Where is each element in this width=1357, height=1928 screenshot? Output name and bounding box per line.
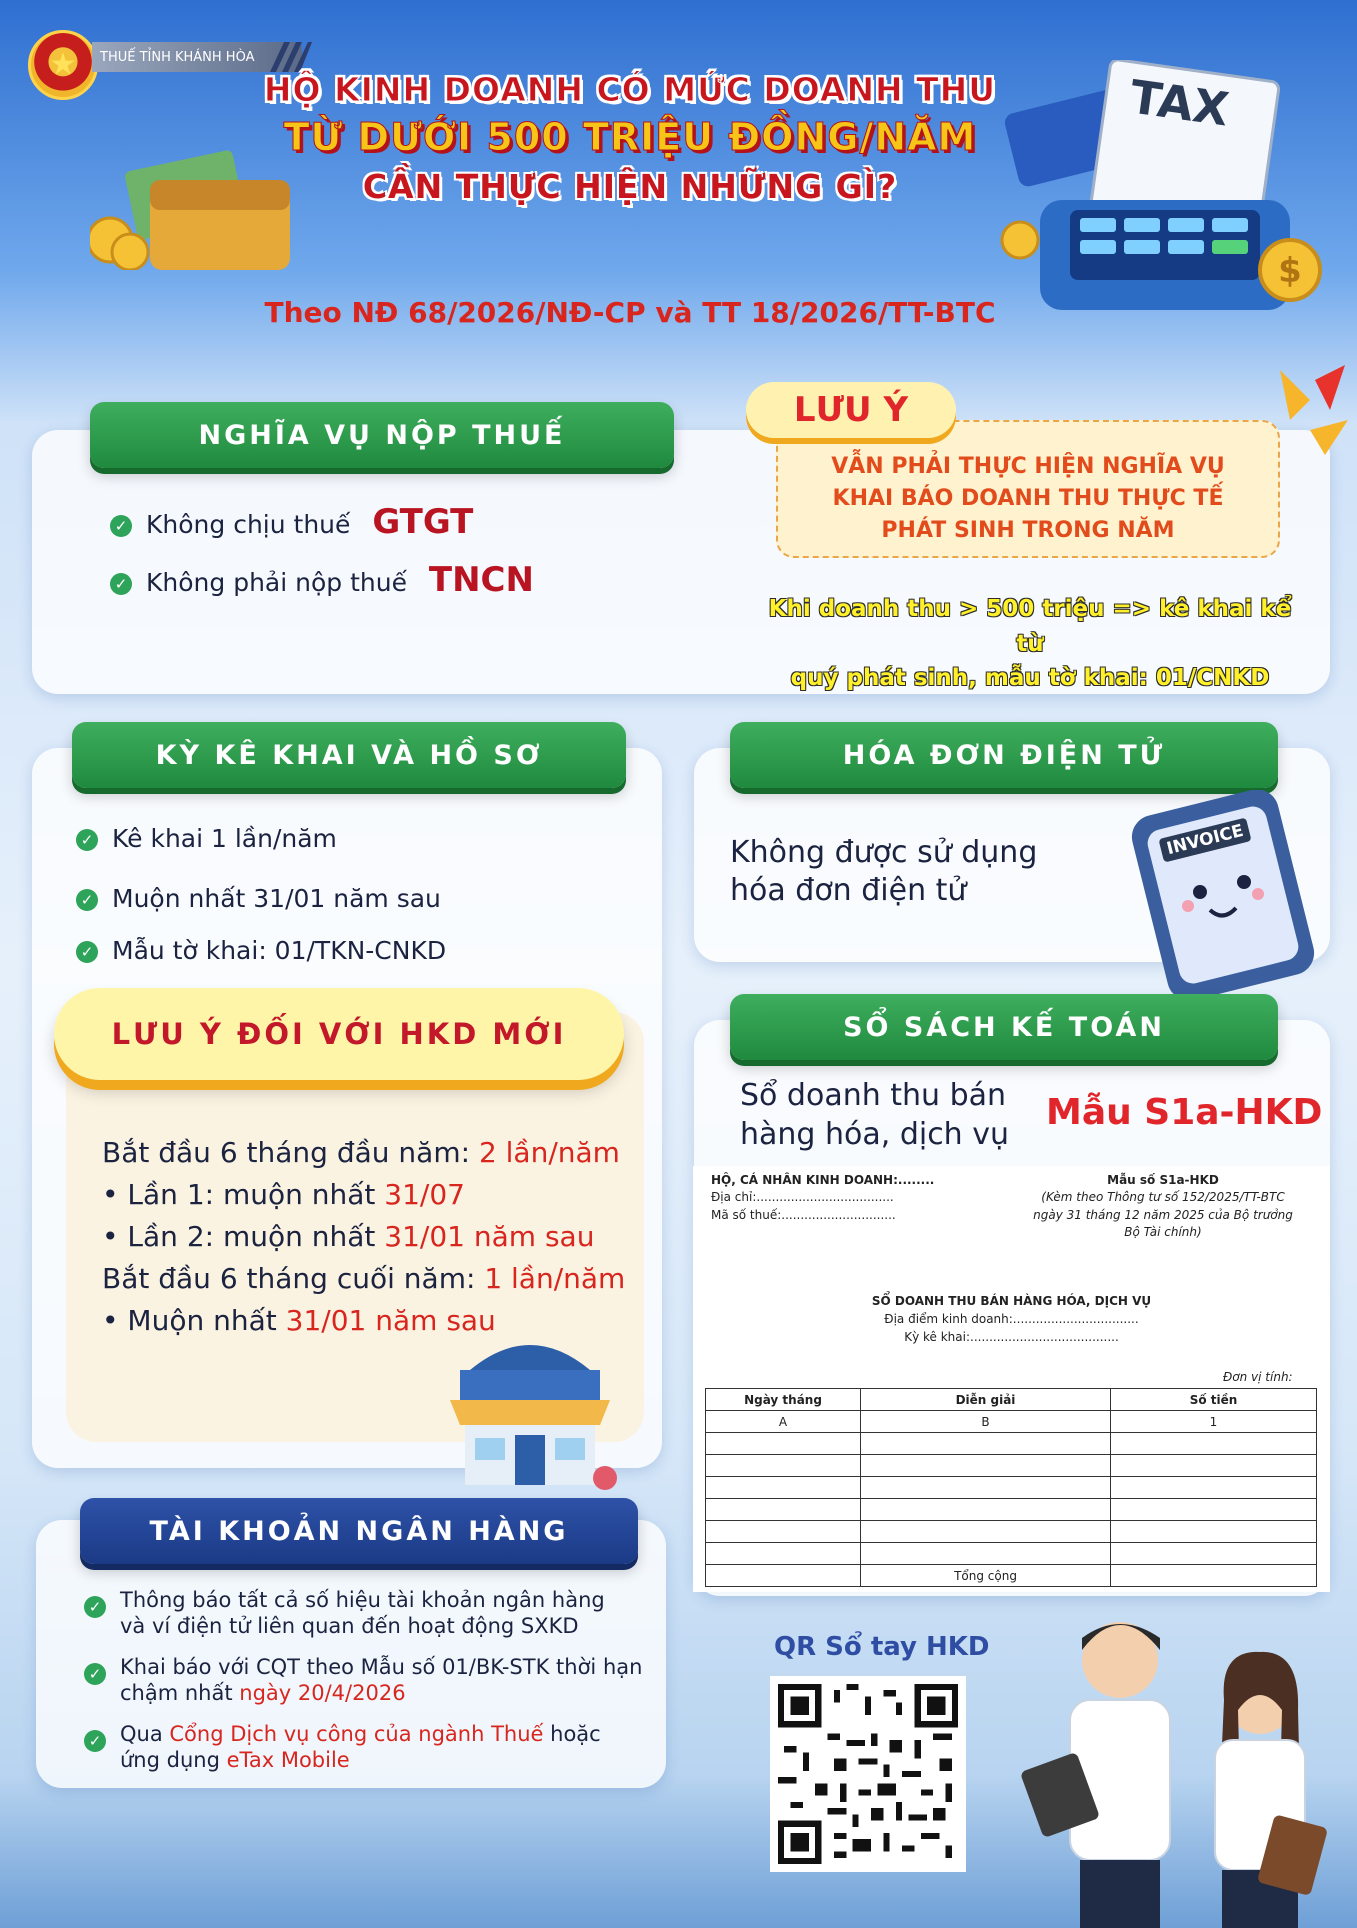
- deadline: ngày 20/4/2026: [239, 1680, 406, 1705]
- public-service-portal-link[interactable]: Cổng Dịch vụ công của ngành Thuế: [169, 1722, 544, 1747]
- form-ministry: Bộ Tài chính): [1124, 1225, 1202, 1240]
- line-text: • Lần 1: muộn nhất: [102, 1178, 385, 1211]
- obligation-text: Không chịu thuế: [146, 510, 351, 539]
- new-hkd-lines: [102, 1132, 642, 1342]
- form-unit: Đơn vị tính:: [1223, 1370, 1293, 1384]
- form-code: Mẫu S1a-HKD: [1046, 1092, 1323, 1133]
- check-icon: ✓: [110, 573, 132, 595]
- form-circular: (Kèm theo Thông tư số 152/2025/TT-BTC: [1041, 1190, 1285, 1205]
- bank-text-line: [120, 1722, 601, 1748]
- stripes-decoration: [262, 42, 312, 72]
- title-line-2: TỪ DƯỚI 500 TRIỆU ĐỒNG/NĂM: [283, 115, 977, 159]
- table-row: [706, 1455, 1317, 1477]
- sub-1: 1: [1111, 1411, 1317, 1433]
- new-hkd-line: [102, 1132, 642, 1174]
- e-invoice-text: [730, 834, 1037, 909]
- title-line-3: CẦN THỰC HIỆN NHỮNG GÌ?: [362, 167, 898, 206]
- e-invoice-heading: HÓA ĐƠN ĐIỆN TỬ: [730, 722, 1278, 788]
- accounting-heading: SỔ SÁCH KẾ TOÁN: [730, 994, 1278, 1060]
- bank-text-line: [120, 1748, 601, 1774]
- qr-label: QR Sổ tay HKD: [774, 1632, 990, 1662]
- bank-item: [84, 1722, 654, 1773]
- line-highlight: 2 lần/năm: [478, 1136, 620, 1169]
- tax-logo: [28, 30, 98, 100]
- form-table: [705, 1388, 1317, 1587]
- qr-code[interactable]: [770, 1676, 966, 1872]
- check-icon: ✓: [76, 889, 98, 911]
- form-right-header: [1011, 1172, 1315, 1242]
- sub-a: A: [706, 1411, 861, 1433]
- table-row: [706, 1433, 1317, 1455]
- check-icon: ✓: [110, 515, 132, 537]
- filing-item: [76, 824, 337, 853]
- obligation-item-pit: [110, 560, 534, 600]
- check-icon: ✓: [76, 941, 98, 963]
- filing-item: [76, 936, 446, 965]
- check-icon: ✓: [84, 1730, 106, 1752]
- form-left-header: [711, 1172, 934, 1224]
- sub-b: B: [861, 1411, 1111, 1433]
- invoice-mascot-illustration: [1118, 790, 1338, 1010]
- line-text: • Muộn nhất: [102, 1304, 286, 1337]
- legal-basis: Theo NĐ 68/2026/NĐ-CP và TT 18/2026/TT-BTC: [264, 296, 996, 329]
- vat-tag: GTGT: [372, 502, 474, 542]
- new-hkd-line: [102, 1216, 642, 1258]
- tax-label: TAX: [1126, 69, 1233, 137]
- form-place: Địa điểm kinh doanh:.................................: [884, 1312, 1139, 1326]
- line-highlight: 31/01 năm sau: [285, 1304, 496, 1337]
- table-row: [706, 1499, 1317, 1521]
- table-row: [706, 1521, 1317, 1543]
- bank-item-text: [120, 1588, 605, 1639]
- invoice-label: INVOICE: [1158, 817, 1251, 862]
- threshold-line-2: quý phát sinh, mẫu tờ khai: 01/CNKD: [790, 665, 1270, 691]
- check-icon: ✓: [76, 829, 98, 851]
- form-period: Kỳ kê khai:.......................................: [904, 1330, 1119, 1344]
- line-highlight: 31/07: [384, 1178, 465, 1211]
- form-title-block: [693, 1292, 1330, 1346]
- form-code-label: Mẫu số S1a-HKD: [1107, 1173, 1219, 1187]
- revenue-book-form: [693, 1166, 1330, 1592]
- tax-officers-illustration: [1010, 1590, 1350, 1928]
- pit-tag: TNCN: [428, 560, 534, 600]
- filing-text: Kê khai 1 lần/năm: [112, 824, 337, 853]
- bank-items: [84, 1588, 654, 1774]
- bank-item-text: [120, 1655, 642, 1706]
- accounting-text: [740, 1076, 1009, 1154]
- note-box: VẪN PHẢI THỰC HIỆN NGHĨA VỤ KHAI BÁO DOANH THU THỰC TẾ PHÁT SINH TRONG NĂM: [776, 420, 1280, 558]
- alert-burst-icon: [1270, 360, 1350, 460]
- check-icon: ✓: [84, 1596, 106, 1618]
- col-amount: Số tiền: [1111, 1389, 1317, 1411]
- threshold-note: [760, 592, 1300, 696]
- form-tax-code: Mã số thuế:..............................: [711, 1207, 896, 1222]
- table-row: [706, 1477, 1317, 1499]
- page-title: [250, 70, 1010, 206]
- col-date: Ngày tháng: [706, 1389, 861, 1411]
- form-circular-date: ngày 31 tháng 12 năm 2025 của Bộ trưởng: [1033, 1207, 1293, 1222]
- star-icon: ★: [49, 47, 77, 82]
- e-invoice-line-2: hóa đơn điện tử: [730, 872, 967, 908]
- note-tab: LƯU Ý: [746, 382, 956, 438]
- bank-heading: TÀI KHOẢN NGÂN HÀNG: [80, 1498, 638, 1564]
- total-label: Tổng cộng: [861, 1565, 1111, 1587]
- accounting-line-2: hàng hóa, dịch vụ: [740, 1117, 1010, 1152]
- bank-text-line: Khai báo với CQT theo Mẫu số 01/BK-STK thời hạn: [120, 1655, 643, 1680]
- filing-heading: KỲ KÊ KHAI VÀ HỒ SƠ: [72, 722, 626, 788]
- org-name: THUẾ TỈNH KHÁNH HÒA: [92, 42, 302, 72]
- filing-text: Muộn nhất 31/01 năm sau: [112, 884, 441, 913]
- bank-item: [84, 1655, 654, 1706]
- form-address: Địa chỉ:....................................: [711, 1190, 894, 1205]
- bank-text-line: Thông báo tất cả số hiệu tài khoản ngân hàng: [120, 1588, 605, 1612]
- bank-text: ứng dụng: [120, 1748, 227, 1773]
- new-hkd-line: [102, 1174, 642, 1216]
- line-highlight: 1 lần/năm: [484, 1262, 626, 1295]
- line-text: Bắt đầu 6 tháng đầu năm:: [102, 1136, 479, 1169]
- bank-text: hoặc: [543, 1722, 601, 1747]
- obligation-item-vat: [110, 502, 473, 542]
- check-icon: ✓: [84, 1663, 106, 1685]
- title-line-1: HỘ KINH DOANH CÓ MỨC DOANH THU: [263, 70, 997, 109]
- form-business-name: HỘ, CÁ NHÂN KINH DOANH:........: [711, 1173, 935, 1187]
- threshold-line-1: Khi doanh thu > 500 triệu => kê khai kể từ: [768, 596, 1292, 657]
- tax-obligation-heading: NGHĨA VỤ NỘP THUẾ: [90, 402, 674, 468]
- bank-text-line: và ví điện tử liên quan đến hoạt động SXKD: [120, 1613, 579, 1638]
- new-hkd-heading: LƯU Ý ĐỐI VỚI HKD MỚI: [54, 988, 624, 1080]
- e-invoice-line-1: Không được sử dụng: [730, 835, 1038, 870]
- bank-item: [84, 1588, 654, 1639]
- svg-text:$: $: [1278, 251, 1302, 291]
- shop-illustration: [430, 1330, 630, 1500]
- bank-text-line: [120, 1681, 642, 1707]
- filing-item: [76, 884, 441, 913]
- bank-text: Qua: [120, 1722, 170, 1747]
- obligation-text: Không phải nộp thuế: [146, 568, 407, 597]
- accounting-line-1: Sổ doanh thu bán: [740, 1078, 1007, 1113]
- line-text: Bắt đầu 6 tháng cuối năm:: [102, 1262, 485, 1295]
- form-title: SỔ DOANH THU BÁN HÀNG HÓA, DỊCH VỤ: [871, 1294, 1152, 1308]
- col-description: Diễn giải: [861, 1389, 1111, 1411]
- filing-text: Mẫu tờ khai: 01/TKN-CNKD: [112, 936, 447, 965]
- etax-mobile-link[interactable]: eTax Mobile: [226, 1748, 350, 1773]
- bank-item-text: [120, 1722, 601, 1773]
- cash-register-illustration: [1000, 60, 1330, 320]
- table-row: [706, 1543, 1317, 1565]
- line-text: • Lần 2: muộn nhất: [102, 1220, 385, 1253]
- line-highlight: 31/01 năm sau: [384, 1220, 595, 1253]
- new-hkd-line: [102, 1258, 642, 1300]
- bank-text: chậm nhất: [120, 1680, 240, 1705]
